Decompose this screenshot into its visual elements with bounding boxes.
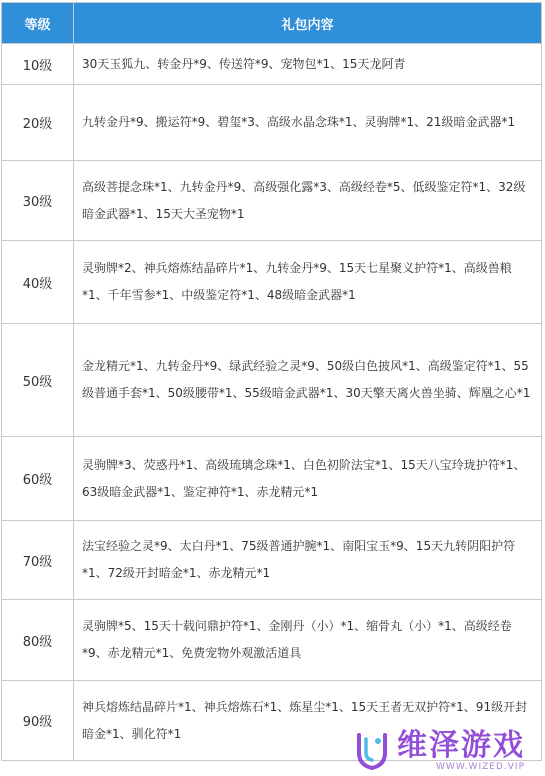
header-content: 礼包内容	[74, 3, 542, 44]
gift-pack-table	[1, 2, 542, 761]
table-row	[2, 437, 542, 521]
table-header-row	[2, 3, 542, 44]
level-cell: 60级	[2, 437, 74, 521]
site-watermark	[355, 730, 525, 772]
table-row	[2, 241, 542, 324]
content-cell: 九转金丹*9、搬运符*9、碧玺*3、高级水晶念珠*1、灵驹牌*1、21级暗金武器*1	[74, 85, 542, 161]
table-row	[2, 324, 542, 437]
table-row	[2, 521, 542, 600]
level-cell: 20级	[2, 85, 74, 161]
content-cell: 神兵熔炼结晶碎片*1、神兵熔炼石*1、炼星尘*1、15天王者无双护符*1、91级开封暗金*1、驯化符*1	[74, 681, 542, 761]
brand-url: WWW.WIZED.VIP	[436, 762, 525, 772]
content-cell: 灵驹牌*2、神兵熔炼结晶碎片*1、九转金丹*9、15天七星聚义护符*1、高级兽粮*1、千年雪参*1、中级鉴定符*1、48级暗金武器*1	[74, 241, 542, 324]
content-cell: 灵驹牌*3、荧惑丹*1、高级琉璃念珠*1、白色初阶法宝*1、15天八宝玲珑护符*1、63级暗金武器*1、鉴定神符*1、赤龙精元*1	[74, 437, 542, 521]
content-cell: 30天玉狐九、转金丹*9、传送符*9、宠物包*1、15天龙阿青	[74, 44, 542, 85]
content-cell: 高级菩提念珠*1、九转金丹*9、高级强化露*3、高级经卷*5、低级鉴定符*1、32级暗金武器*1、15天大圣宠物*1	[74, 161, 542, 241]
level-cell: 90级	[2, 681, 74, 761]
level-cell: 80级	[2, 600, 74, 681]
level-cell: 50级	[2, 324, 74, 437]
table-row	[2, 600, 542, 681]
level-cell: 30级	[2, 161, 74, 241]
content-cell: 灵驹牌*5、15天十载问鼎护符*1、金刚丹（小）*1、缩骨丸（小）*1、高级经卷*9、赤龙精元*1、免费宠物外观激活道具	[74, 600, 542, 681]
brand-name: 维泽游戏	[397, 728, 525, 763]
level-cell: 10级	[2, 44, 74, 85]
table-row	[2, 161, 542, 241]
table-row	[2, 85, 542, 161]
content-cell: 金龙精元*1、九转金丹*9、绿武经验之灵*9、50级白色披风*1、高级鉴定符*1、55级普通手套*1、50级腰带*1、55级暗金武器*1、30天擎天离火兽坐骑、辉凰之心*1	[74, 324, 542, 437]
header-level: 等级	[2, 3, 74, 44]
level-cell: 70级	[2, 521, 74, 600]
level-cell: 40级	[2, 241, 74, 324]
table-row	[2, 44, 542, 85]
content-cell: 法宝经验之灵*9、太白丹*1、75级普通护腕*1、南阳宝玉*9、15天九转阴阳护符*1、72级开封暗金*1、赤龙精元*1	[74, 521, 542, 600]
brand-logo-icon	[355, 731, 389, 771]
